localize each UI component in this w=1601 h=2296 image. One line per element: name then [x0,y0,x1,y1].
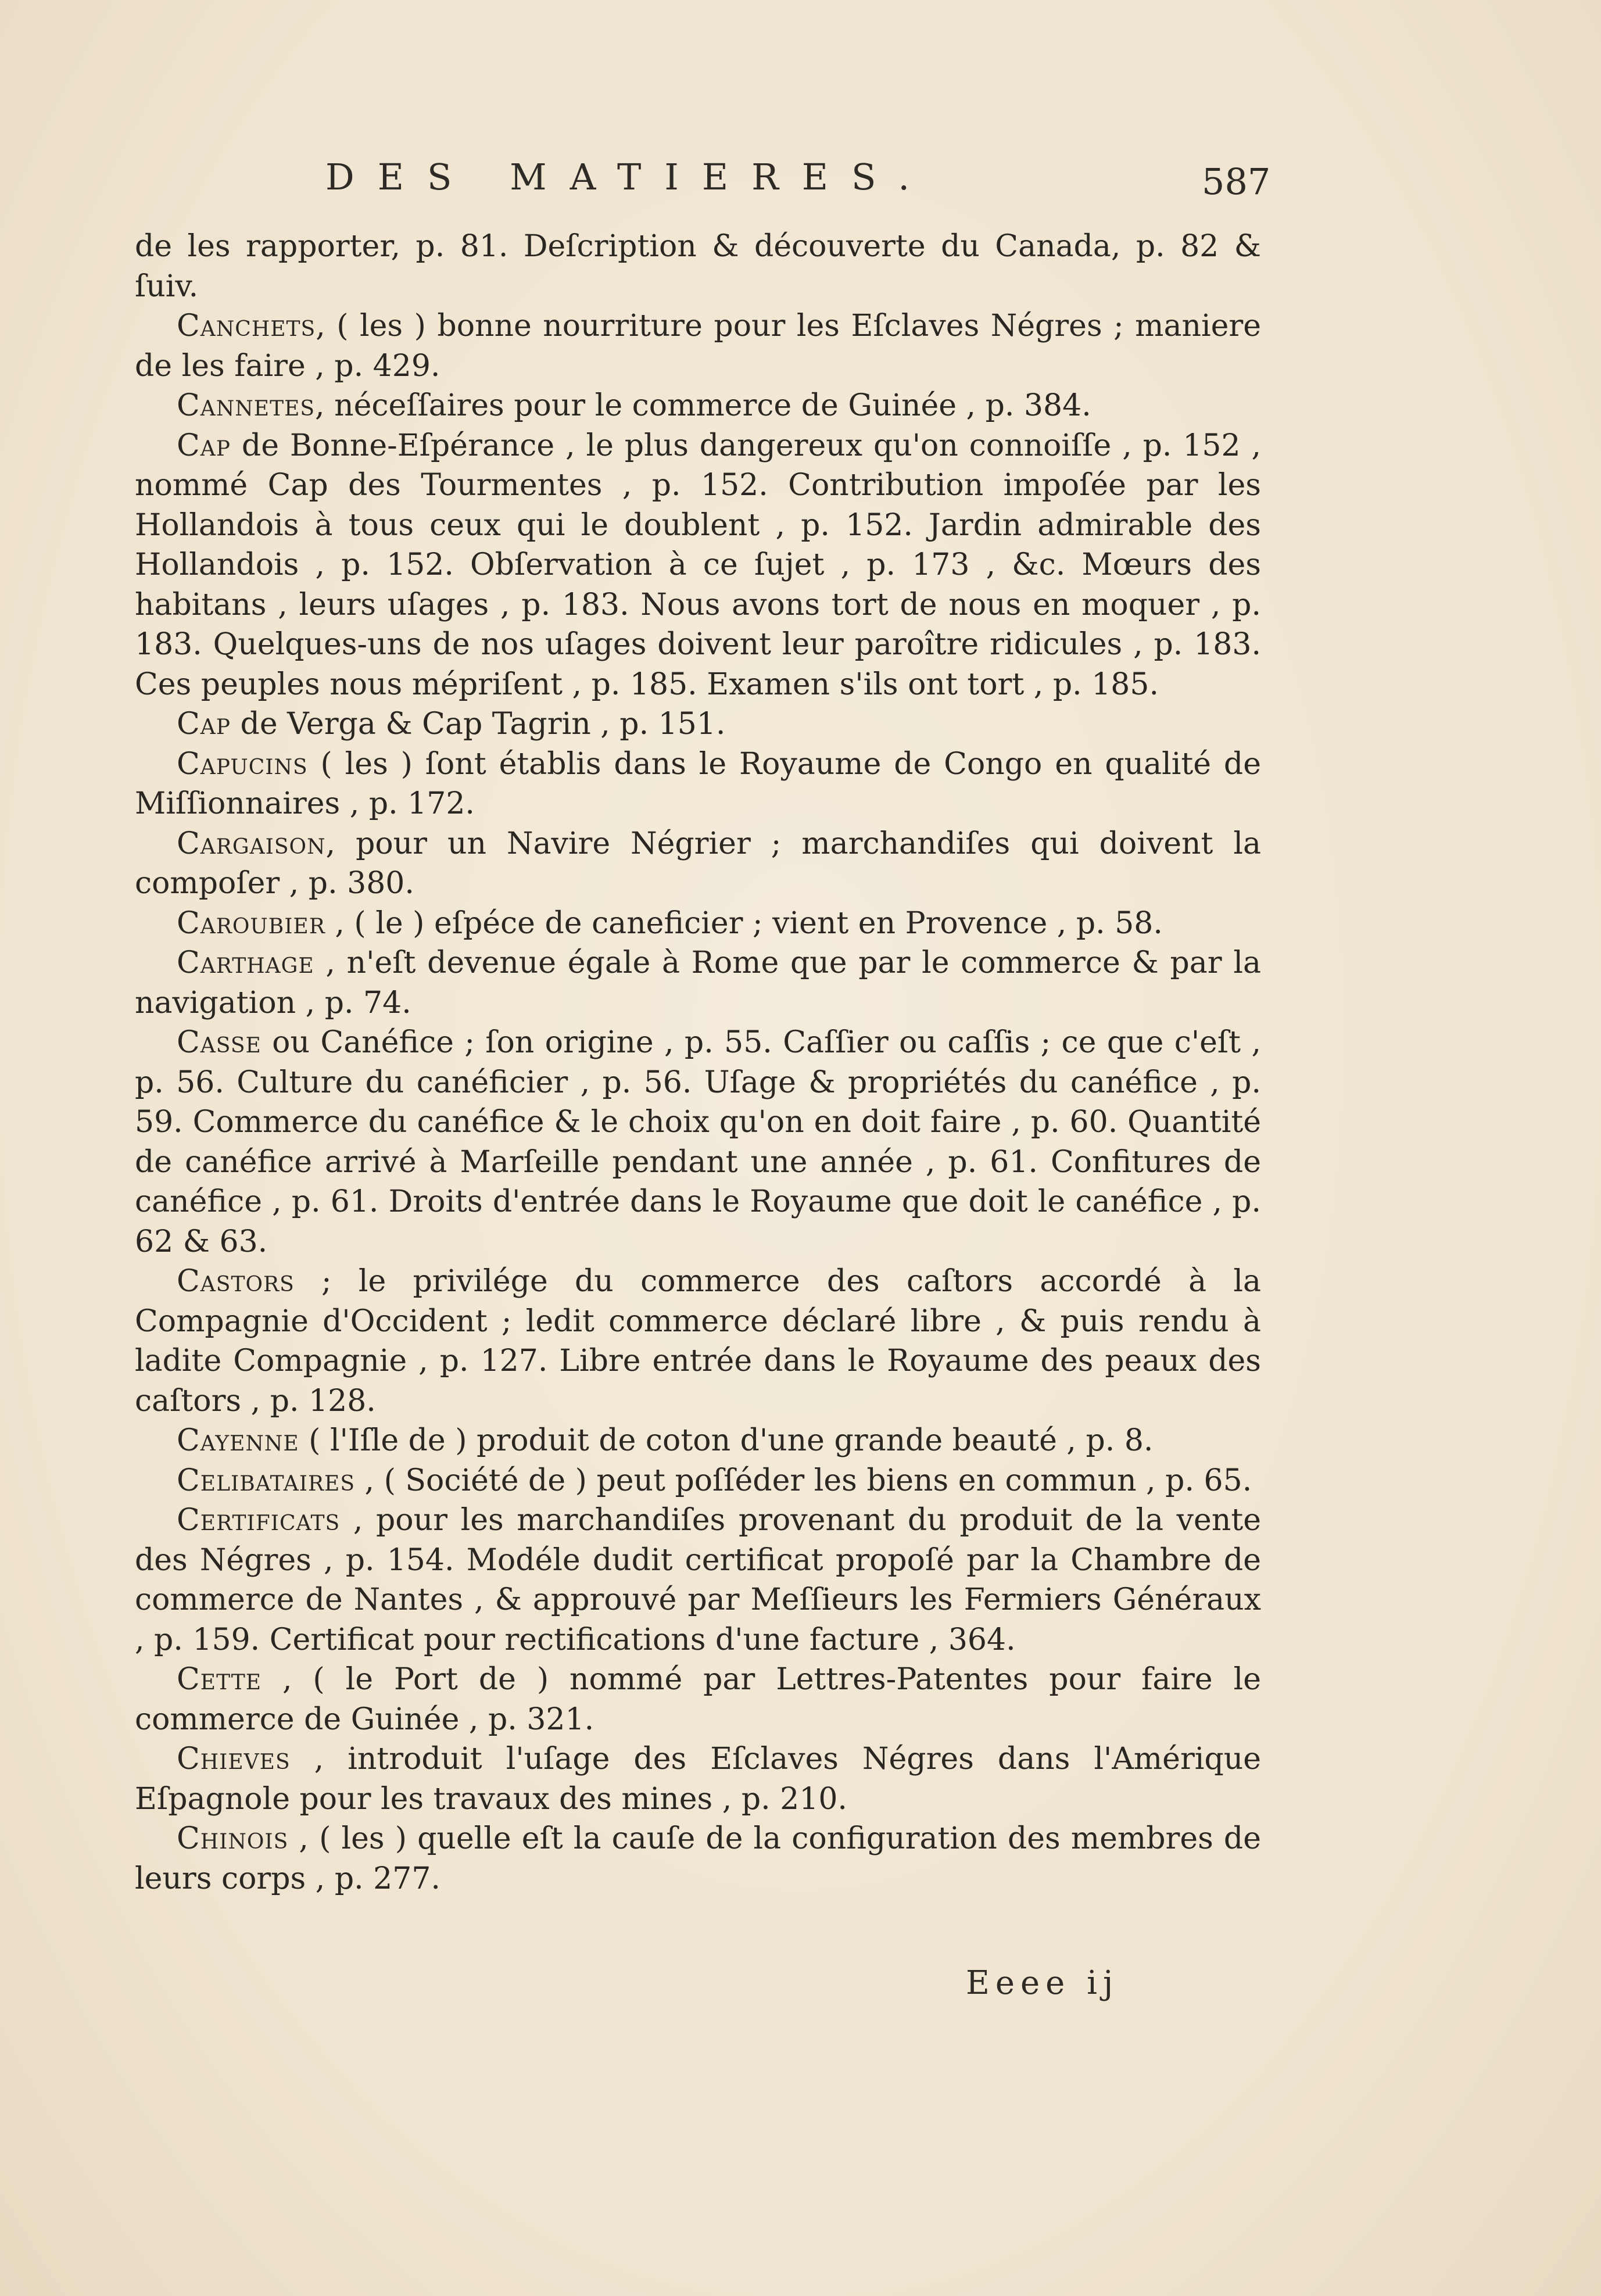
entry-text: , néceſſaires pour le commerce de Guinée , p. 384. [315,388,1091,423]
entry-headword: Caroubier [177,905,325,941]
entry-headword: Chinois [177,1821,289,1856]
page-number: 587 [1202,160,1271,203]
entry-headword: Certificats [177,1503,341,1538]
entry-text: ( les ) ſont établis dans le Royaume de Congo en qualité de Miſſionnaires , p. 172. [135,746,1261,821]
index-entry [135,426,1261,705]
index-entries [135,227,1261,1899]
index-entry-continued [135,227,1261,306]
index-entry [135,1739,1261,1819]
entry-headword: Cette [177,1662,262,1697]
index-entry [135,1023,1261,1262]
entry-text: , pour un Navire Négrier ; marchandiſes qui doivent la compoſer , p. 380. [135,826,1261,901]
entry-text: , ( le Port de ) nommé par Lettres-Patentes pour faire le commerce de Guinée , p. 321. [135,1662,1261,1737]
entry-text: , introduit l'uſage des Eſclaves Négres dans l'Amérique Eſpagnole pour les travaux des mines , p. 210. [135,1742,1261,1817]
entry-headword: Capucins [177,746,308,782]
index-entry [135,306,1261,386]
entry-headword: Chieves [177,1742,291,1776]
entry-headword: Castors [177,1264,295,1299]
entry-headword: Cap [177,707,231,742]
entry-text: , ( Société de ) peut poſſéder les biens en commun , p. 65. [355,1463,1252,1498]
entry-headword: Cayenne [177,1423,299,1458]
index-entry [135,1660,1261,1739]
index-entry [135,824,1261,904]
index-entry [135,1819,1261,1899]
index-entry [135,744,1261,824]
entry-headword: Cap [177,428,231,463]
entry-text: ( l'Iſle de ) produit de coton d'une grande beauté , p. 8. [299,1423,1154,1458]
entry-text: ou Canéfice ; ſon origine , p. 55. Caſſier ou caſſis ; ce que c'eſt , p. 56. Culture du canéficier , p. 56. Uſage & propriétés du canéfice , p. 59. Commerce du canéfice & le choix qu'on en doit faire , p. 60. Quantité de canéfice arrivé à Marſeille pendant une année , p. 61. Confitures de canéfice , p. 61. Droits d'entrée dans le Royaume que doit le canéfice , p. 62 & 63. [135,1025,1261,1259]
signature-catchword: Eeee ij [966,1964,1119,2002]
entry-text: de Bonne-Eſpérance , le plus dangereux qu'on connoiſſe , p. 152 , nommé Cap des Tourmentes , p. 152. Contribution impoſée par les Hollandois à tous ceux qui le doublent , p. 152. Jardin admirable des Hollandois , p. 152. Obſervation à ce ſujet , p. 173 , &c. Mœurs des habitans , leurs uſages , p. 183. Nous avons tort de nous en moquer , p. 183. Quelques-uns de nos uſages doivent leur paroître ridicules , p. 183. Ces peuples nous mépriſent , p. 185. Examen s'ils ont tort , p. 185. [135,428,1261,702]
index-entry [135,1500,1261,1660]
entry-text: de Verga & Cap Tagrin , p. 151. [231,707,726,742]
entry-headword: Casse [177,1025,262,1060]
entry-headword: Cannetes [177,388,316,423]
index-entry [135,1421,1261,1461]
index-entry [135,1262,1261,1421]
index-entry [135,704,1261,744]
entry-text: , ( les ) bonne nourriture pour les Eſclaves Négres ; maniere de les faire , p. 429. [135,309,1261,384]
entry-text: de les rapporter, p. 81. Deſcription & découverte du Canada, p. 82 & ſuiv. [135,229,1261,304]
entry-headword: Cargaison [177,826,326,861]
entry-headword: Carthage [177,945,314,980]
entry-text: , ( les ) quelle eſt la cauſe de la configuration des membres de leurs corps , p. 277. [135,1821,1261,1896]
entry-text: , n'eſt devenue égale à Rome que par le commerce & par la navigation , p. 74. [135,945,1261,1020]
index-entry [135,1461,1261,1501]
entry-text: ; le privilége du commerce des caſtors accordé à la Compagnie d'Occident ; ledit commerce déclaré libre , & puis rendu à ladite Compagnie , p. 127. Libre entrée dans le Royaume des peaux des caſtors , p. 128. [135,1264,1261,1419]
index-entry [135,904,1261,944]
entry-headword: Canchets [177,309,316,343]
entry-headword: Celibataires [177,1463,355,1498]
entry-text: , pour les marchandiſes provenant du produit de la vente des Négres , p. 154. Modéle dudit certificat propoſé par la Chambre de commerce de Nantes , & approuvé par Meſſieurs les Fermiers Généraux , p. 159. Certificat pour rectifications d'une facture , 364. [135,1503,1261,1657]
running-title: DES MATIERES. [325,156,933,198]
entry-text: , ( le ) eſpéce de caneficier ; vient en Provence , p. 58. [325,905,1163,941]
index-entry [135,943,1261,1023]
index-entry [135,386,1261,426]
